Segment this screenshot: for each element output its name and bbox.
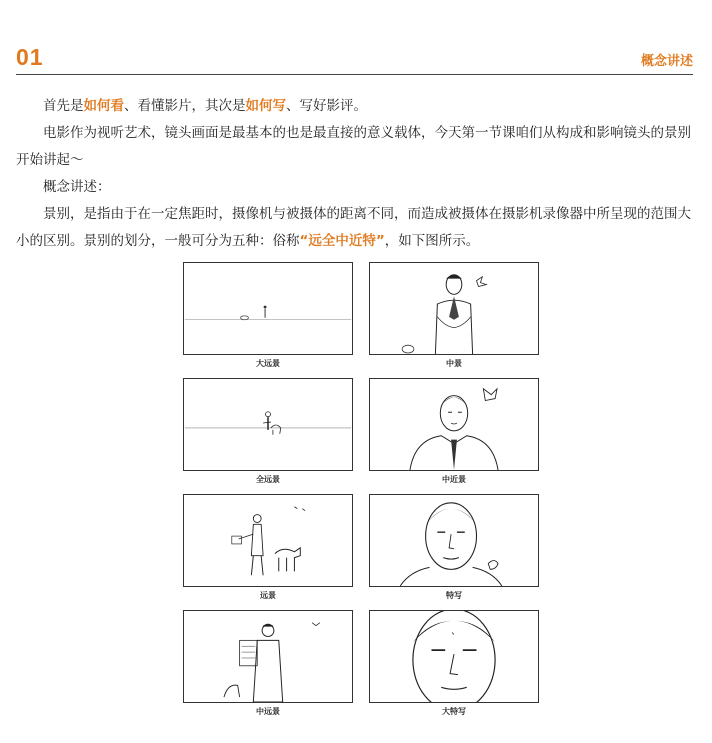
panel-long-shot [183, 494, 353, 601]
illustration-long-shot [183, 494, 353, 587]
section-number: 01 [16, 44, 44, 70]
panel-medium-close-shot [369, 378, 539, 485]
paragraph-shot-size: 景别，是指由于在一定焦距时，摄像机与被摄体的距离不同，而造成被摄体在摄影机录像器中所呈现的范围大小的区别。景别的划分，一般可分为五种：俗称“远全中近特”，如下图所示。 [16, 206, 691, 249]
paragraph-concept-label: 概念讲述： [43, 179, 111, 195]
illustration-medium-shot [369, 262, 539, 355]
panel-medium-shot [369, 262, 539, 369]
illustration-close-up [369, 494, 539, 587]
caption: 特写 [446, 591, 462, 600]
caption: 中远景 [256, 707, 280, 716]
caption: 全远景 [256, 475, 280, 484]
caption: 远景 [260, 591, 276, 600]
caption: 中景 [446, 359, 462, 368]
section-title: 概念讲述 [640, 54, 693, 69]
illustration-extreme-long-shot [183, 262, 353, 355]
illustration-medium-close-shot [369, 378, 539, 471]
highlight-how-to-write: 如何写 [245, 98, 286, 114]
illustration-medium-long-shot [183, 610, 353, 703]
paragraph-film-art: 电影作为视听艺术，镜头画面是最基本的也是最直接的意义载体，今天第一节课咱们从构成和影响镜头的景别开始讲起～ [16, 125, 691, 168]
caption: 中近景 [442, 475, 466, 484]
article-body [16, 93, 693, 255]
panel-extreme-close-up [369, 610, 539, 717]
panel-full-long-shot [183, 378, 353, 485]
shot-size-figure [183, 262, 543, 732]
section-header [16, 40, 693, 75]
highlight-five-shot-types: “远全中近特” [299, 233, 385, 249]
highlight-how-to-watch: 如何看 [83, 98, 124, 114]
caption: 大特写 [442, 707, 466, 716]
panel-medium-long-shot [183, 610, 353, 717]
caption: 大远景 [256, 359, 280, 368]
illustration-full-long-shot [183, 378, 353, 471]
illustration-extreme-close-up [369, 610, 539, 703]
panel-extreme-long-shot [183, 262, 353, 369]
paragraph-intro: 首先是如何看、看懂影片，其次是如何写、写好影评。 [43, 98, 367, 114]
panel-close-up [369, 494, 539, 601]
